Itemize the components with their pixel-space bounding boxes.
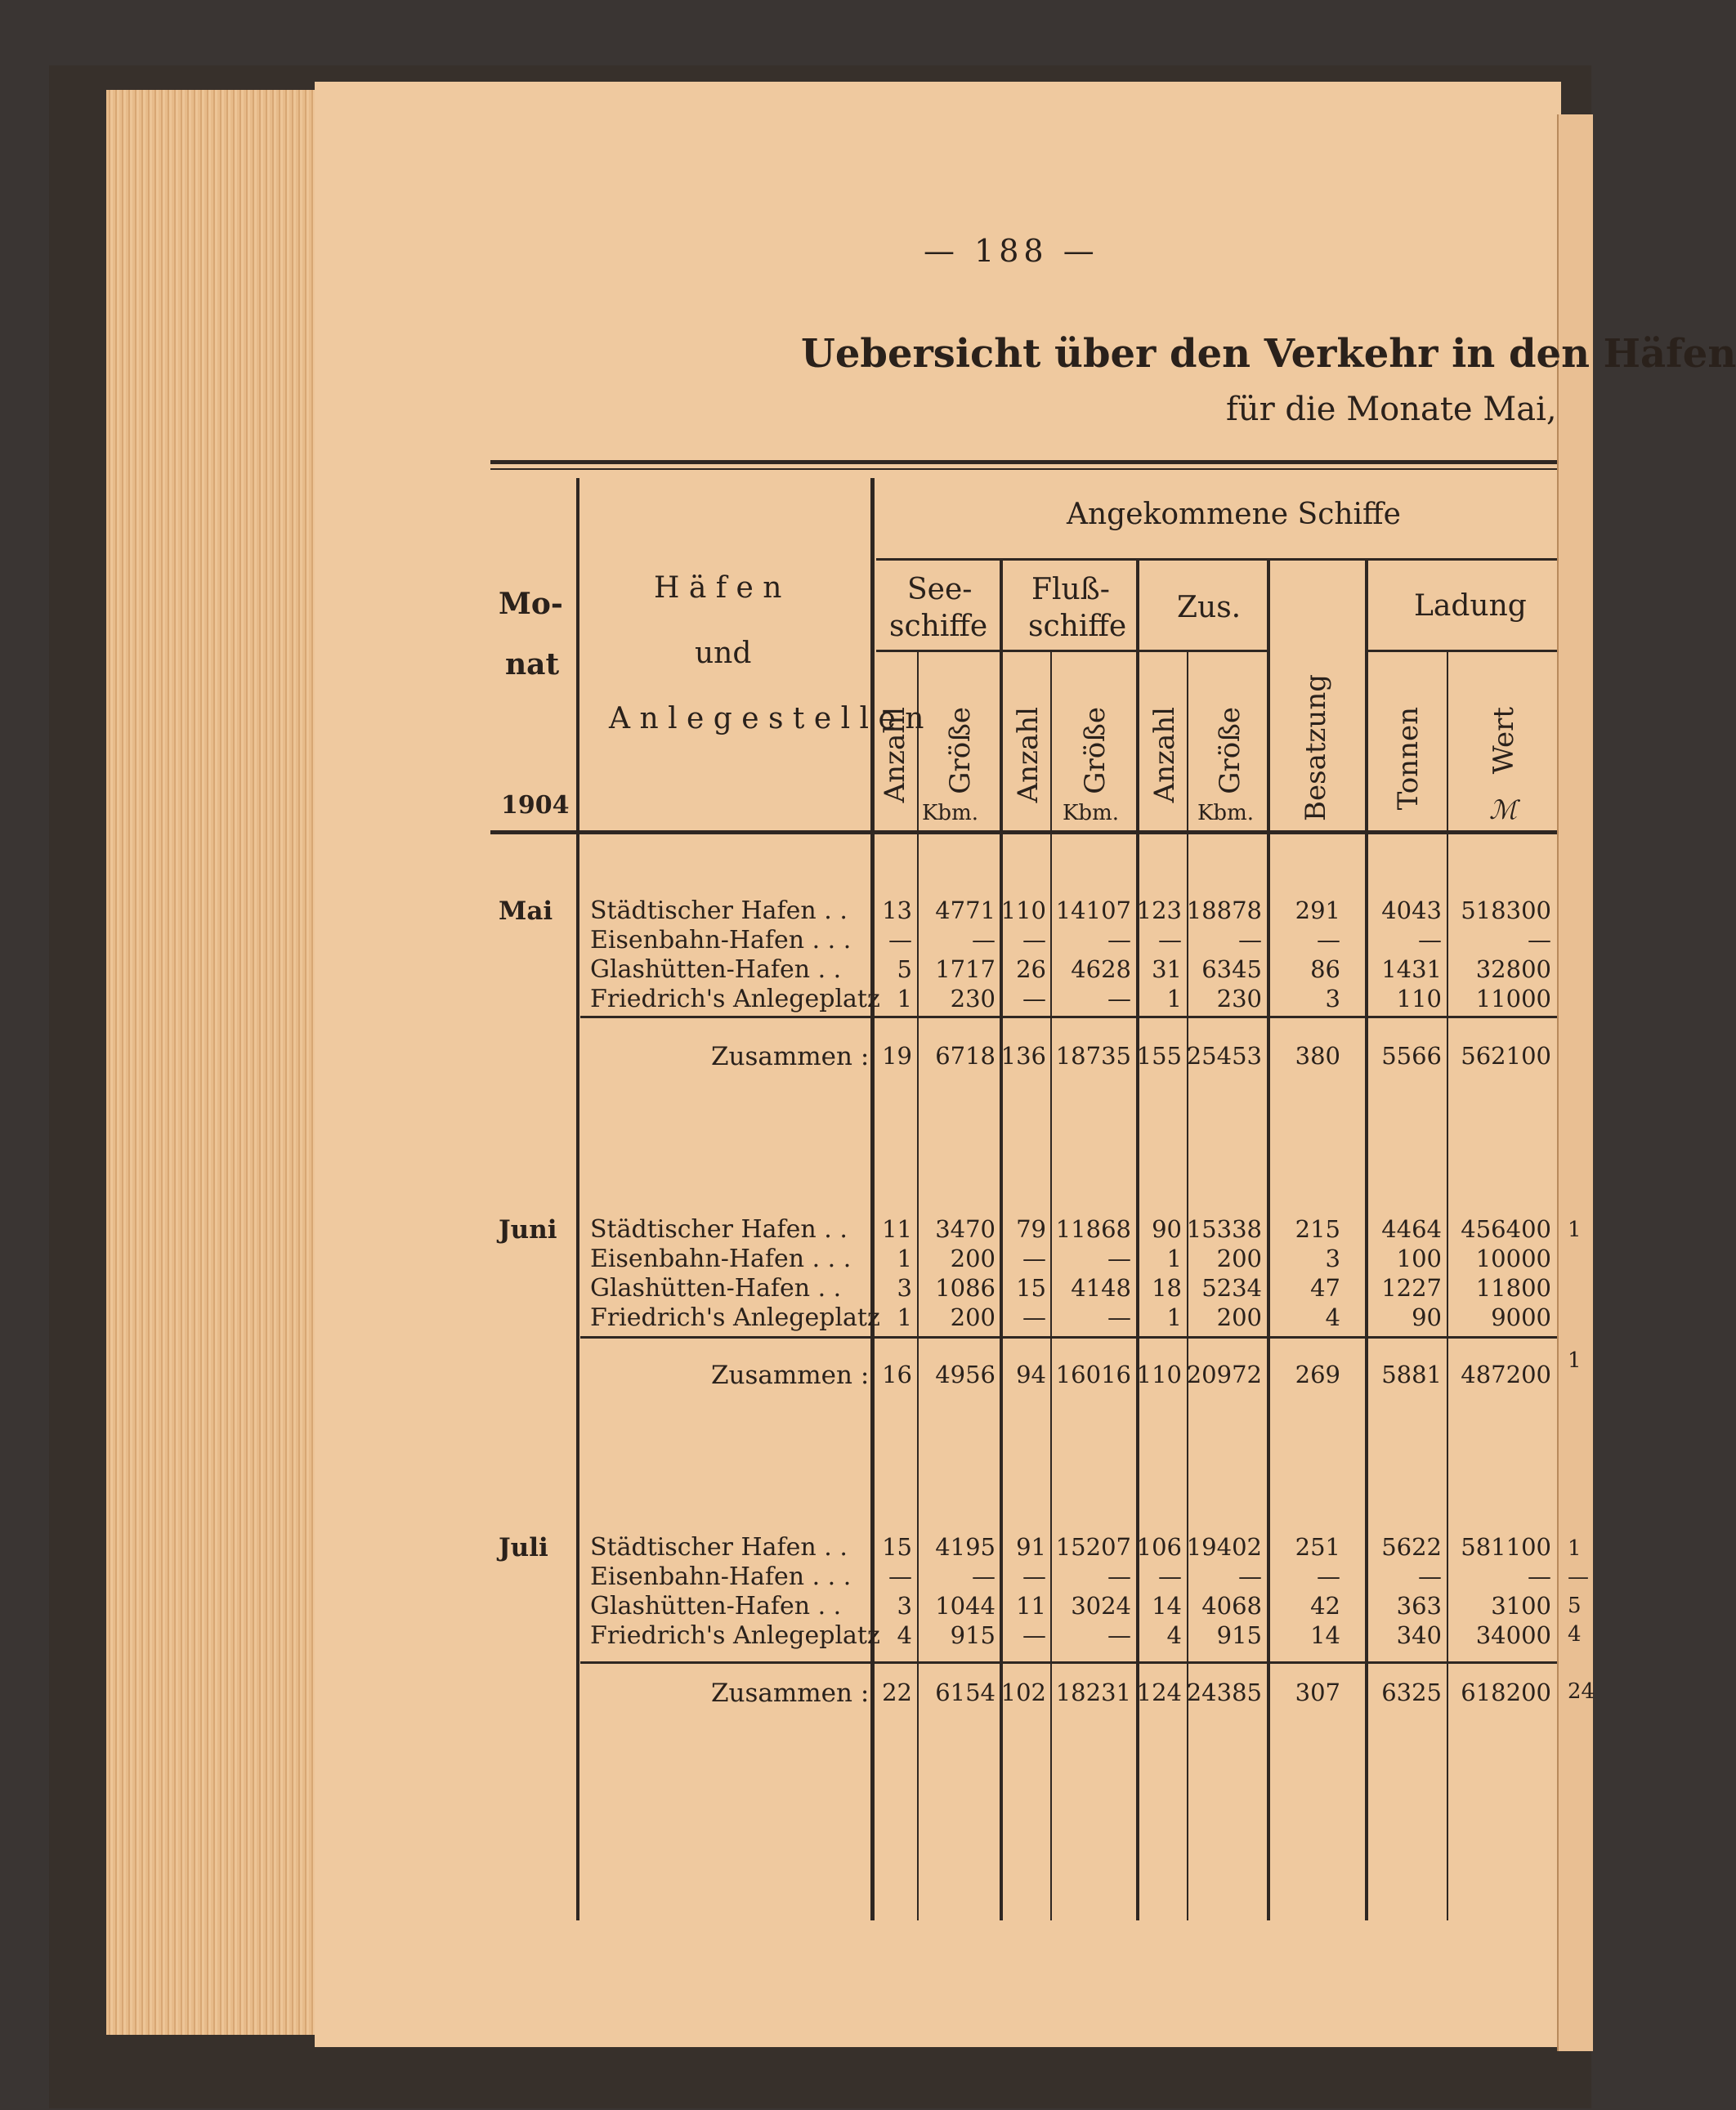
total-tonnen: 5566 — [1381, 1042, 1442, 1070]
cell-wert: 11000 — [1475, 985, 1551, 1013]
cell-see-anzahl: 1 — [897, 1245, 912, 1272]
cell-see-anzahl: 1 — [897, 985, 912, 1013]
cell-wert: 456400 — [1461, 1215, 1551, 1243]
cell-see-groesse: — — [972, 1562, 996, 1590]
header-monat-2: nat — [505, 647, 560, 682]
header-see-2: schiffe — [889, 610, 988, 643]
total-zus-groesse: 24385 — [1186, 1679, 1262, 1706]
truncated-value: 1 — [1568, 1536, 1582, 1561]
group-underline — [876, 650, 1268, 652]
cell-see-groesse: 200 — [950, 1245, 996, 1272]
cell-besatzung: 47 — [1310, 1274, 1340, 1302]
table-top-rule-thin — [490, 468, 1557, 470]
cell-fluss-anzahl: — — [1022, 985, 1046, 1013]
cell-tonnen: 100 — [1396, 1245, 1442, 1272]
cell-wert: 32800 — [1475, 955, 1551, 983]
cell-besatzung: 14 — [1310, 1621, 1340, 1649]
cell-fluss-anzahl: — — [1022, 1562, 1046, 1590]
header-see-anzahl: Anzahl — [879, 707, 911, 803]
header-tonnen: Tonnen — [1392, 707, 1425, 811]
cell-zus-anzahl: 1 — [1166, 1245, 1182, 1272]
port-name: Städtischer Hafen . . — [590, 896, 848, 925]
unit-zus-kbm: Kbm. — [1197, 801, 1254, 825]
total-besatzung: 380 — [1295, 1042, 1340, 1070]
cell-see-groesse: — — [972, 926, 996, 954]
cell-zus-groesse: 19402 — [1186, 1533, 1262, 1561]
cell-zus-anzahl: 90 — [1152, 1215, 1182, 1243]
total-wert: 618200 — [1461, 1679, 1551, 1706]
cell-besatzung: — — [1317, 1562, 1340, 1590]
total-fluss-anzahl: 136 — [1000, 1042, 1046, 1070]
cell-fluss-anzahl: — — [1022, 1621, 1046, 1649]
cell-fluss-groesse: — — [1107, 1303, 1131, 1331]
cell-fluss-groesse: — — [1107, 1562, 1131, 1590]
total-zus-anzahl: 124 — [1136, 1679, 1182, 1706]
table-top-rule — [490, 460, 1557, 464]
cell-besatzung: 291 — [1295, 896, 1340, 924]
cell-besatzung: 215 — [1295, 1215, 1340, 1243]
header-see-groesse: Größe — [944, 707, 977, 794]
header-besatzung: Besatzung — [1300, 674, 1332, 821]
cell-fluss-anzahl: — — [1022, 1245, 1046, 1272]
total-zus-anzahl: 155 — [1136, 1042, 1182, 1070]
cell-zus-anzahl: 1 — [1166, 1303, 1182, 1331]
total-wert: 562100 — [1461, 1042, 1551, 1070]
cell-tonnen: 110 — [1396, 985, 1442, 1013]
cell-see-anzahl: — — [888, 1562, 912, 1590]
cell-fluss-anzahl: 79 — [1016, 1215, 1046, 1243]
header-ports-2: und — [695, 637, 752, 670]
cell-fluss-groesse: — — [1107, 985, 1131, 1013]
cell-see-anzahl: 11 — [882, 1215, 912, 1243]
cell-fluss-groesse: 3024 — [1071, 1592, 1131, 1620]
cell-see-groesse: 1086 — [935, 1274, 996, 1302]
cell-wert: 34000 — [1475, 1621, 1551, 1649]
cell-fluss-groesse: — — [1107, 1245, 1131, 1272]
cell-fluss-groesse: 15207 — [1055, 1533, 1131, 1561]
cell-zus-groesse: 230 — [1216, 985, 1262, 1013]
unit-fluss-kbm: Kbm. — [1063, 801, 1119, 825]
cell-fluss-anzahl: — — [1022, 926, 1046, 954]
truncated-value: 5 — [1568, 1594, 1582, 1618]
cell-wert: 518300 — [1461, 896, 1551, 924]
cell-wert: 581100 — [1461, 1533, 1551, 1561]
port-name: Glashütten-Hafen . . — [590, 1592, 842, 1620]
cell-wert: 3100 — [1491, 1592, 1551, 1620]
cell-see-anzahl: 3 — [897, 1592, 912, 1620]
month-label: Juli — [499, 1533, 548, 1562]
cell-zus-groesse: 200 — [1216, 1245, 1262, 1272]
truncated-value: — — [1568, 1565, 1589, 1589]
cell-tonnen: 90 — [1412, 1303, 1442, 1331]
total-zus-groesse: 20972 — [1186, 1361, 1262, 1388]
total-fluss-groesse: 18735 — [1055, 1042, 1131, 1070]
cell-zus-groesse: 4068 — [1201, 1592, 1262, 1620]
header-see-1: See- — [907, 573, 973, 606]
cell-zus-groesse: — — [1238, 926, 1262, 954]
cell-fluss-groesse: 4148 — [1071, 1274, 1131, 1302]
cell-besatzung: 3 — [1325, 1245, 1340, 1272]
cell-fluss-anzahl: — — [1022, 1303, 1046, 1331]
cell-tonnen: — — [1418, 926, 1442, 954]
col-rule-tonnen-end — [1447, 652, 1448, 1920]
header-ports-1: H ä f e n — [654, 571, 782, 605]
cell-see-groesse: 230 — [950, 985, 996, 1013]
cell-see-anzahl: 1 — [897, 1303, 912, 1331]
cell-see-groesse: 1044 — [935, 1592, 996, 1620]
header-ports-3: A n l e g e s t e l l e n — [609, 702, 924, 735]
cell-zus-groesse: 5234 — [1201, 1274, 1262, 1302]
cell-fluss-groesse: — — [1107, 1621, 1131, 1649]
total-besatzung: 307 — [1295, 1679, 1340, 1706]
header-fluss-anzahl: Anzahl — [1012, 707, 1045, 803]
total-label: Zusammen : — [711, 1679, 870, 1708]
cell-tonnen: 363 — [1396, 1592, 1442, 1620]
page-title: Uebersicht über den Verkehr in den Häfen — [801, 331, 1736, 377]
port-name: Städtischer Hafen . . — [590, 1215, 848, 1244]
total-label: Zusammen : — [711, 1361, 870, 1390]
total-tonnen: 6325 — [1381, 1679, 1442, 1706]
page-number: — 188 — — [924, 233, 1099, 269]
header-zus: Zus. — [1177, 591, 1242, 624]
cell-fluss-anzahl: 110 — [1000, 896, 1046, 924]
cell-zus-anzahl: 18 — [1152, 1274, 1182, 1302]
ladung-underline — [1367, 650, 1557, 652]
cell-besatzung: 251 — [1295, 1533, 1340, 1561]
header-ladung: Ladung — [1414, 589, 1527, 623]
total-rule-juli — [580, 1661, 1557, 1664]
total-see-anzahl: 16 — [882, 1361, 912, 1388]
cell-see-anzahl: 3 — [897, 1274, 912, 1302]
cell-zus-groesse: 6345 — [1201, 955, 1262, 983]
total-fluss-anzahl: 102 — [1000, 1679, 1046, 1706]
cell-fluss-anzahl: 91 — [1016, 1533, 1046, 1561]
cell-wert: — — [1528, 926, 1551, 954]
cell-zus-anzahl: 1 — [1166, 985, 1182, 1013]
page-edges — [106, 90, 319, 2035]
cell-fluss-groesse: — — [1107, 926, 1131, 954]
cell-fluss-anzahl: 15 — [1016, 1274, 1046, 1302]
facing-page-edge — [1557, 114, 1593, 2051]
cell-zus-anzahl: — — [1158, 926, 1182, 954]
cell-see-anzahl: 4 — [897, 1621, 912, 1649]
cell-besatzung: 3 — [1325, 985, 1340, 1013]
header-bottom-rule — [490, 830, 1557, 834]
cell-besatzung: 4 — [1325, 1303, 1340, 1331]
cell-tonnen: 1227 — [1381, 1274, 1442, 1302]
cell-fluss-groesse: 14107 — [1055, 896, 1131, 924]
page-subtitle: für die Monate Mai, — [1226, 391, 1557, 428]
total-besatzung: 269 — [1295, 1361, 1340, 1388]
cell-tonnen: — — [1418, 1562, 1442, 1590]
port-name: Eisenbahn-Hafen . . . — [590, 926, 852, 954]
truncated-value: 24 — [1568, 1679, 1595, 1704]
header-fluss-groesse: Größe — [1079, 707, 1112, 794]
header-year: 1904 — [501, 791, 570, 820]
truncated-value: 1 — [1568, 1348, 1582, 1373]
cell-tonnen: 340 — [1396, 1621, 1442, 1649]
cell-see-anzahl: — — [888, 926, 912, 954]
cell-besatzung: — — [1317, 926, 1340, 954]
port-name: Glashütten-Hafen . . — [590, 955, 842, 984]
col-rule-month — [576, 478, 579, 1920]
total-see-groesse: 6154 — [935, 1679, 996, 1706]
total-see-anzahl: 22 — [882, 1679, 912, 1706]
cell-besatzung: 86 — [1310, 955, 1340, 983]
unit-see-kbm: Kbm. — [922, 801, 978, 825]
total-fluss-groesse: 18231 — [1055, 1679, 1131, 1706]
cell-see-groesse: 1717 — [935, 955, 996, 983]
arrived-underline — [876, 558, 1557, 561]
port-name: Friedrich's Anlegeplatz — [590, 985, 880, 1013]
port-name: Eisenbahn-Hafen . . . — [590, 1245, 852, 1273]
truncated-value: 4 — [1568, 1622, 1582, 1647]
header-zus-groesse: Größe — [1214, 707, 1246, 794]
cell-wert: 10000 — [1475, 1245, 1551, 1272]
cell-see-anzahl: 15 — [882, 1533, 912, 1561]
truncated-value: 1 — [1568, 1218, 1582, 1242]
cell-see-anzahl: 5 — [897, 955, 912, 983]
header-fluss-1: Fluß- — [1031, 573, 1110, 606]
cell-wert: — — [1528, 1562, 1551, 1590]
month-label: Juni — [499, 1215, 557, 1245]
cell-see-groesse: 4771 — [935, 896, 996, 924]
total-see-groesse: 4956 — [935, 1361, 996, 1388]
port-name: Eisenbahn-Hafen . . . — [590, 1562, 852, 1591]
cell-fluss-groesse: 11868 — [1055, 1215, 1131, 1243]
header-zus-anzahl: Anzahl — [1148, 707, 1181, 803]
cell-tonnen: 4043 — [1381, 896, 1442, 924]
cell-zus-groesse: 915 — [1216, 1621, 1262, 1649]
total-fluss-groesse: 16016 — [1055, 1361, 1131, 1388]
cell-zus-anzahl: — — [1158, 1562, 1182, 1590]
total-rule-juni — [580, 1336, 1557, 1339]
header-arrived: Angekommene Schiffe — [1067, 498, 1401, 531]
month-label: Mai — [499, 896, 553, 926]
port-name: Städtischer Hafen . . — [590, 1533, 848, 1562]
cell-zus-groesse: 15338 — [1186, 1215, 1262, 1243]
total-rule-mai — [580, 1016, 1557, 1018]
cell-fluss-anzahl: 11 — [1016, 1592, 1046, 1620]
cell-tonnen: 1431 — [1381, 955, 1442, 983]
cell-see-groesse: 4195 — [935, 1533, 996, 1561]
cell-wert: 9000 — [1491, 1303, 1551, 1331]
header-wert: Wert — [1488, 707, 1520, 775]
total-fluss-anzahl: 94 — [1016, 1361, 1046, 1388]
cell-tonnen: 4464 — [1381, 1215, 1442, 1243]
port-name: Glashütten-Hafen . . — [590, 1274, 842, 1303]
cell-see-groesse: 915 — [950, 1621, 996, 1649]
cell-fluss-anzahl: 26 — [1016, 955, 1046, 983]
cell-see-anzahl: 13 — [882, 896, 912, 924]
cell-zus-anzahl: 4 — [1166, 1621, 1182, 1649]
total-see-groesse: 6718 — [935, 1042, 996, 1070]
cell-zus-anzahl: 106 — [1136, 1533, 1182, 1561]
total-wert: 487200 — [1461, 1361, 1551, 1388]
cell-zus-anzahl: 123 — [1136, 896, 1182, 924]
total-tonnen: 5881 — [1381, 1361, 1442, 1388]
cell-besatzung: 42 — [1310, 1592, 1340, 1620]
cell-zus-groesse: 200 — [1216, 1303, 1262, 1331]
cell-zus-groesse: 18878 — [1186, 896, 1262, 924]
cell-zus-anzahl: 31 — [1152, 955, 1182, 983]
cell-zus-groesse: — — [1238, 1562, 1262, 1590]
cell-fluss-groesse: 4628 — [1071, 955, 1131, 983]
cell-wert: 11800 — [1475, 1274, 1551, 1302]
total-zus-anzahl: 110 — [1136, 1361, 1182, 1388]
header-fluss-2: schiffe — [1028, 610, 1127, 643]
header-monat-1: Mo- — [499, 587, 563, 621]
port-name: Friedrich's Anlegeplatz — [590, 1621, 880, 1650]
cell-see-groesse: 200 — [950, 1303, 996, 1331]
cell-tonnen: 5622 — [1381, 1533, 1442, 1561]
port-name: Friedrich's Anlegeplatz — [590, 1303, 880, 1332]
total-zus-groesse: 25453 — [1186, 1042, 1262, 1070]
total-label: Zusammen : — [711, 1042, 870, 1071]
cell-see-groesse: 3470 — [935, 1215, 996, 1243]
cell-zus-anzahl: 14 — [1152, 1592, 1182, 1620]
total-see-anzahl: 19 — [882, 1042, 912, 1070]
unit-wert-mark: ℳ — [1489, 794, 1518, 825]
